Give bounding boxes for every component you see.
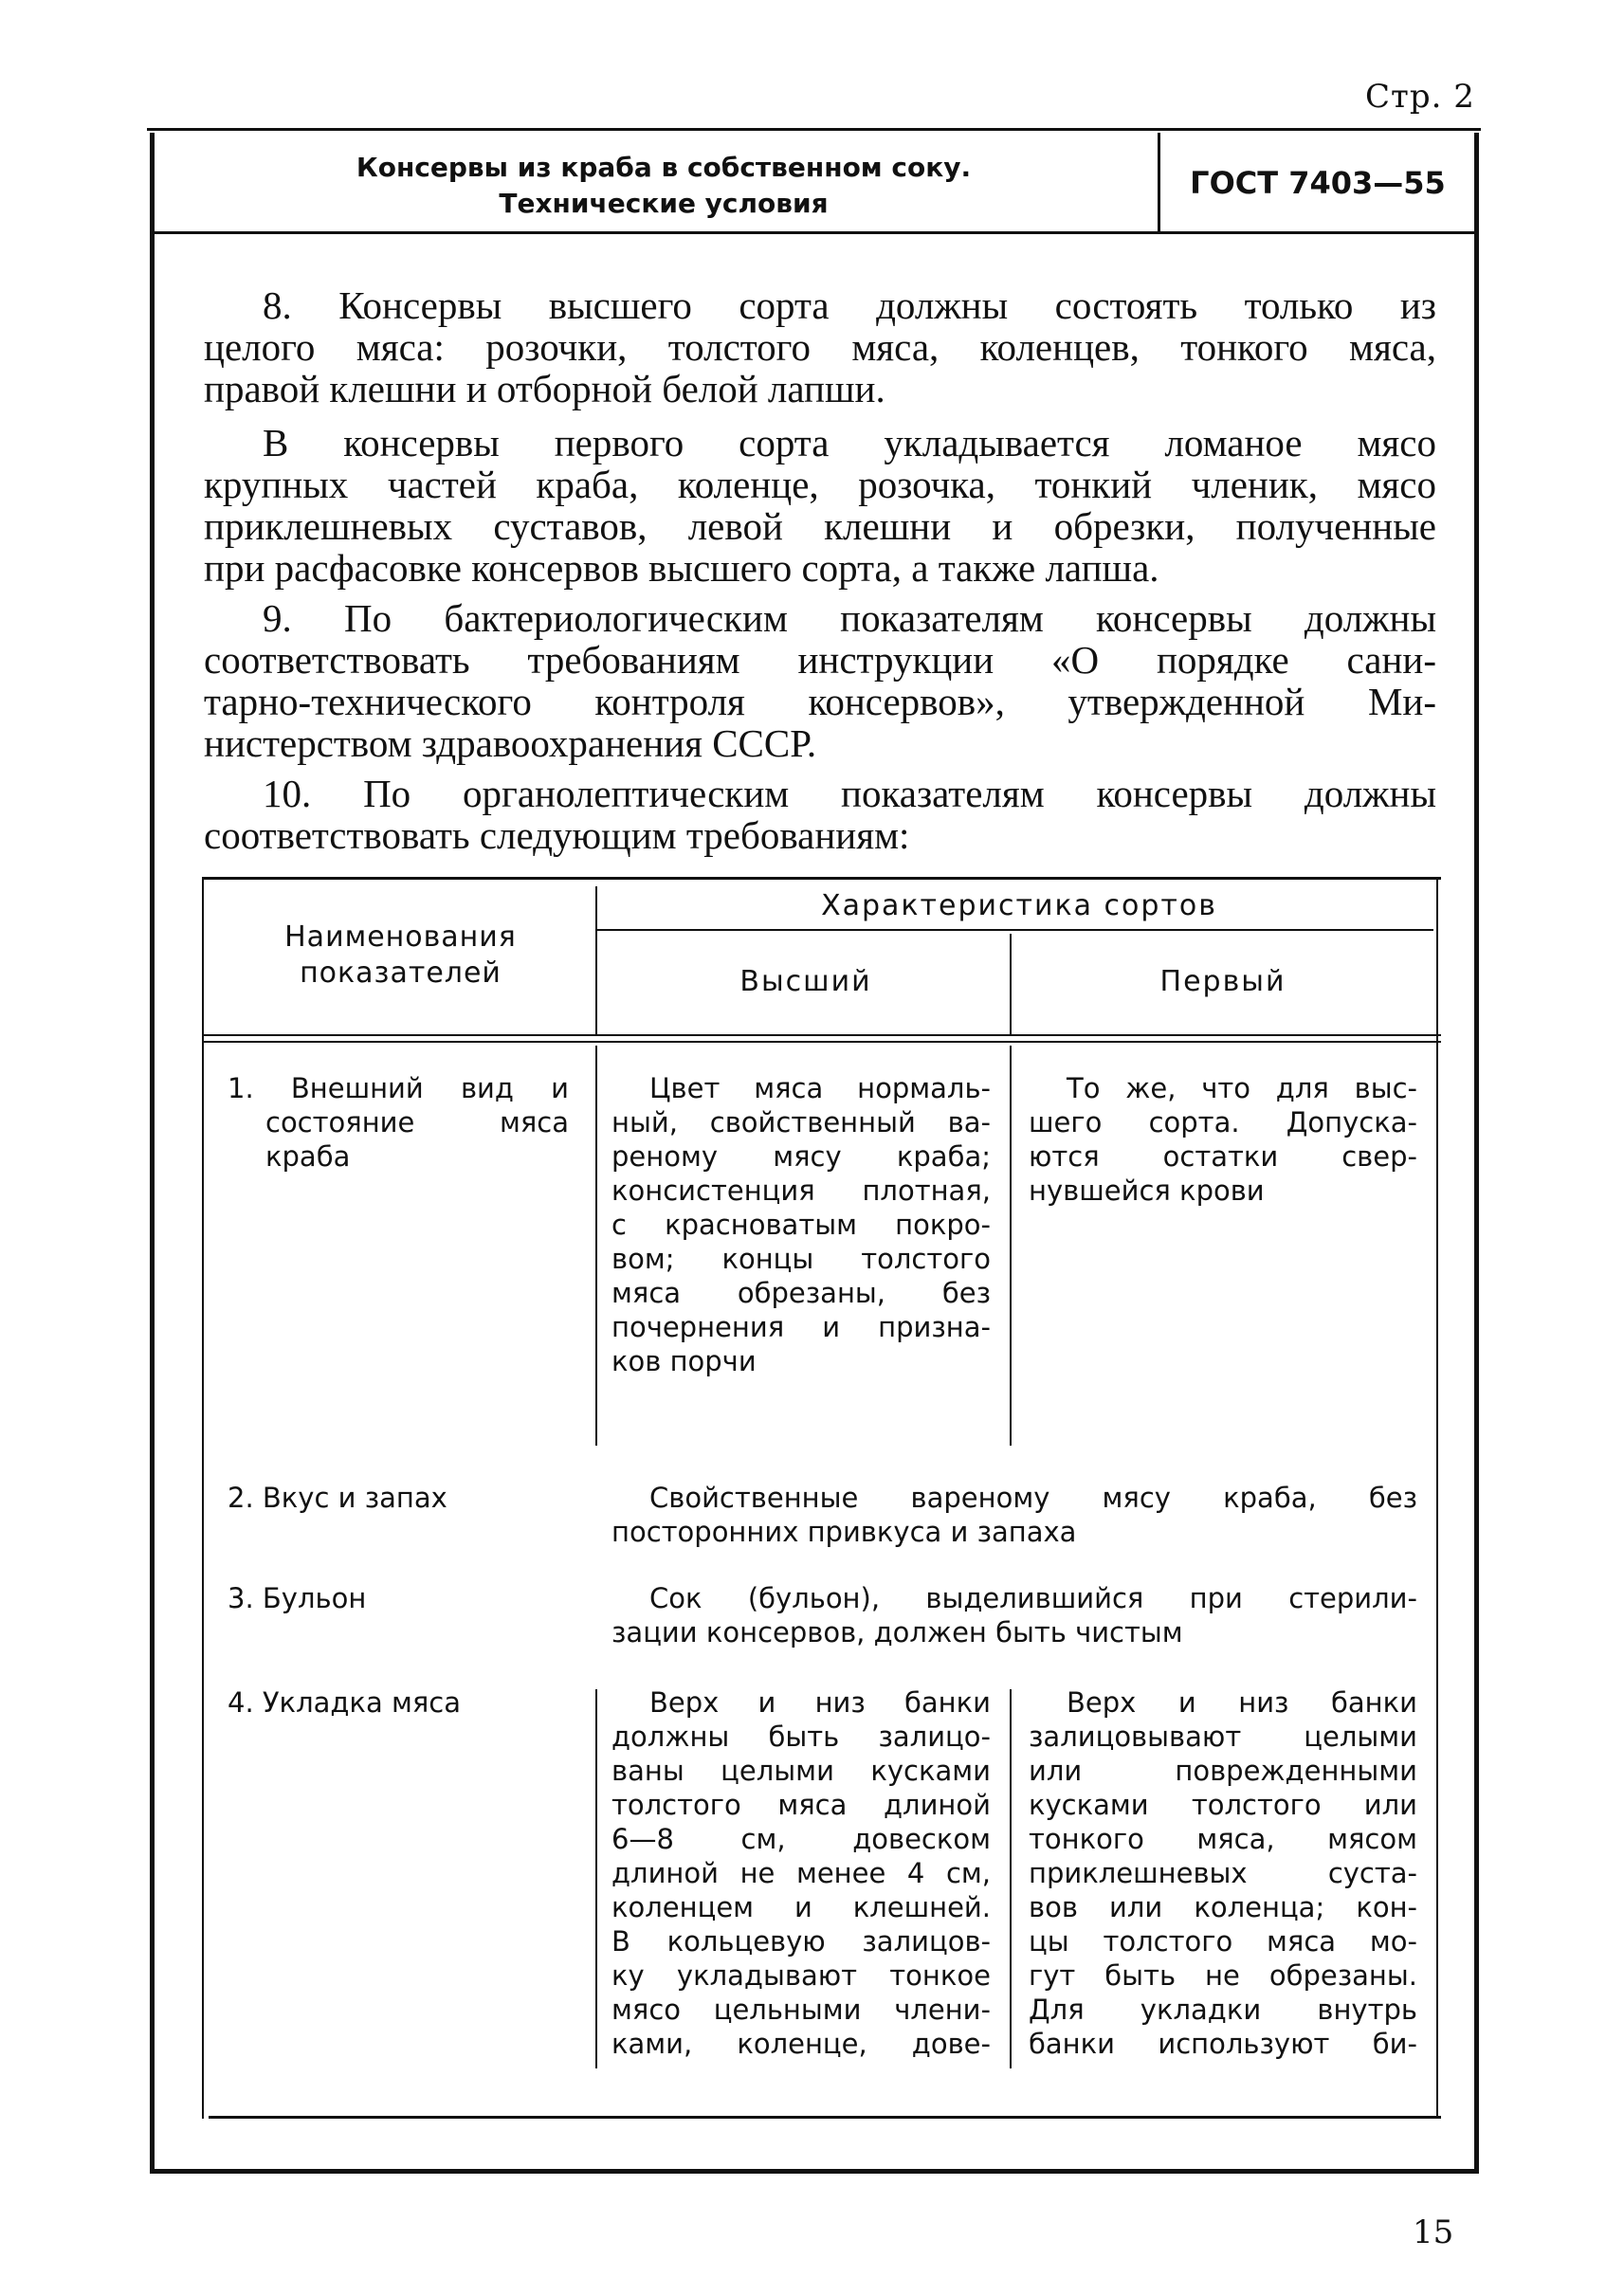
col-header-first: Первый <box>1159 965 1286 998</box>
cell-line: консистенция плотная, <box>611 1175 991 1207</box>
table-col2-rule-head <box>1010 934 1012 1036</box>
paragraph-8 <box>204 284 1436 410</box>
table-head-rule-2 <box>204 1041 1441 1043</box>
page-number: 15 <box>1413 2213 1454 2251</box>
cell-line: или поврежденными <box>1029 1755 1417 1787</box>
document-title <box>190 150 1138 222</box>
cell-line: вом; концы толстого <box>611 1243 991 1275</box>
col-header-grades: Характеристика сортов <box>821 889 1217 922</box>
cell-line: посторонних привкуса и запаха <box>611 1516 1077 1548</box>
text-line: приклешневых суставов, левой клешни и обрезки, полученные <box>204 504 1436 548</box>
col-header-line: Наименования <box>284 920 517 954</box>
text-line: целого мяса: розочки, толстого мяса, коленцев, тонкого мяса, <box>204 325 1436 369</box>
table-top-rule <box>204 877 1441 880</box>
cell-line: мяса обрезаны, без <box>611 1277 991 1309</box>
paragraph-9 <box>204 597 1436 764</box>
cell-line: Сок (бульон), выделившийся при стерили- <box>649 1582 1417 1614</box>
row-4-first <box>1029 1685 1417 2061</box>
table-head-rule-1 <box>204 1034 1441 1036</box>
header-bottom-rule <box>152 231 1479 234</box>
cell-line: 6—8 см, довеском <box>611 1823 991 1855</box>
cell-line: 4. Укладка мяса <box>228 1686 461 1719</box>
table-col1-rule-r4 <box>595 1689 597 2068</box>
row-3-merged <box>611 1581 1417 1649</box>
cell-line: коленцем и клешней. <box>611 1891 991 1923</box>
cell-line: гут быть не обрезаны. <box>1029 1959 1417 1992</box>
header-divider <box>1158 133 1160 233</box>
row-1-name <box>228 1071 569 1174</box>
paragraph-10 <box>204 773 1436 856</box>
text-line: соответствовать следующим требованиям: <box>204 813 910 857</box>
text-line: 10. По органолептическим показателям консервы должны <box>263 772 1436 815</box>
bottom-frame-rule <box>150 2169 1479 2174</box>
text-line: В консервы первого сорта укладывается ломаное мясо <box>263 421 1436 464</box>
cell-line: 1. Внешний вид и <box>228 1072 569 1104</box>
left-frame-rule <box>150 133 155 2171</box>
table-col2-rule-r1 <box>1010 1046 1012 1446</box>
cell-line: цы толстого мяса мо- <box>1029 1925 1417 1958</box>
row-1-highest <box>611 1071 991 1378</box>
table-group-rule <box>597 929 1433 931</box>
cell-line: ками, коленце, дове- <box>611 2028 991 2060</box>
text-line: при расфасовке консервов высшего сорта, а также лапша. <box>204 546 1159 590</box>
table-col2-rule-r4 <box>1010 1689 1012 2068</box>
document-title-line-1: Консервы из краба в собственном соку. <box>356 152 972 183</box>
text-line: крупных частей краба, коленце, розочка, тонкий членик, мясо <box>204 463 1436 506</box>
cell-line: почернения и призна- <box>611 1311 991 1343</box>
table-col1-rule-r1 <box>595 1046 597 1446</box>
cell-line: краба <box>265 1140 351 1173</box>
cell-line: ются остатки свер- <box>1029 1140 1417 1173</box>
cell-line: нувшейся крови <box>1029 1175 1265 1207</box>
row-4-highest <box>611 1685 991 2061</box>
cell-line: В кольцевую залицов- <box>611 1925 991 1958</box>
cell-line: состояние мяса <box>265 1106 569 1138</box>
row-1-first <box>1029 1071 1417 1208</box>
right-frame-rule <box>1474 133 1479 2171</box>
cell-line: вов или коленца; кон- <box>1029 1891 1417 1923</box>
text-line: 9. По бактериологическим показателям консервы должны <box>263 596 1436 640</box>
cell-line: с красноватым покро- <box>611 1209 991 1241</box>
document-title-line-2: Технические условия <box>499 188 829 219</box>
cell-line: банки используют би- <box>1029 2028 1417 2060</box>
row-2-merged <box>611 1481 1417 1549</box>
row-2-name <box>228 1481 569 1515</box>
col-header-highest: Высший <box>739 965 872 998</box>
cell-line: Верх и низ банки <box>1067 1686 1417 1719</box>
row-3-name <box>228 1581 569 1615</box>
col-header-line: показателей <box>300 956 502 990</box>
cell-line: Верх и низ банки <box>649 1686 991 1719</box>
cell-line: залицовывают целыми <box>1029 1721 1417 1753</box>
table-right-rule <box>1436 877 1438 2119</box>
text-line: соответствовать требованиям инструкции «О порядке сани- <box>204 638 1436 682</box>
page-label: Стр. 2 <box>1365 78 1475 116</box>
row-4-name <box>228 1685 569 1720</box>
cell-line: мясо цельными члени- <box>611 1994 991 2026</box>
text-line: 8. Консервы высшего сорта должны состоять только из <box>263 283 1436 327</box>
cell-line: зации консервов, должен быть чистым <box>611 1616 1183 1648</box>
cell-line: должны быть залицо- <box>611 1721 991 1753</box>
cell-line: Цвет мяса нормаль- <box>649 1072 991 1104</box>
table-col1-rule-head <box>595 886 597 1036</box>
cell-line: То же, что для выс- <box>1067 1072 1417 1104</box>
text-line: правой клешни и отборной белой лапши. <box>204 367 885 410</box>
standard-code: ГОСТ 7403—55 <box>1190 165 1446 201</box>
text-line: нистерством здравоохранения СССР. <box>204 721 817 765</box>
cell-line: 2. Вкус и запах <box>228 1482 447 1514</box>
cell-line: тонкого мяса, мясом <box>1029 1823 1417 1855</box>
header-top-rule <box>147 128 1481 131</box>
cell-line: реному мясу краба; <box>611 1140 991 1173</box>
cell-line: Свойственные вареному мясу краба, без <box>649 1482 1417 1514</box>
cell-line: приклешневых суста- <box>1029 1857 1417 1889</box>
col-header-indicators <box>213 920 588 992</box>
paragraph-8-cont <box>204 422 1436 589</box>
cell-line: Для укладки внутрь <box>1029 1994 1417 2026</box>
cell-line: ков порчи <box>611 1345 757 1377</box>
cell-line: кусками толстого или <box>1029 1789 1417 1821</box>
cell-line: ваны целыми кусками <box>611 1755 991 1787</box>
cell-line: ный, свойственный ва- <box>611 1106 991 1138</box>
cell-line: толстого мяса длиной <box>611 1789 991 1821</box>
cell-line: длиной не менее 4 см, <box>611 1857 991 1889</box>
cell-line: шего сорта. Допуска- <box>1029 1106 1417 1138</box>
table-left-rule <box>202 877 204 2119</box>
table-bottom-rule <box>209 2116 1441 2119</box>
cell-line: 3. Бульон <box>228 1582 367 1614</box>
cell-line: ку укладывают тонкое <box>611 1959 991 1992</box>
text-line: тарно-технического контроля консервов», утвержденной Ми- <box>204 680 1436 723</box>
